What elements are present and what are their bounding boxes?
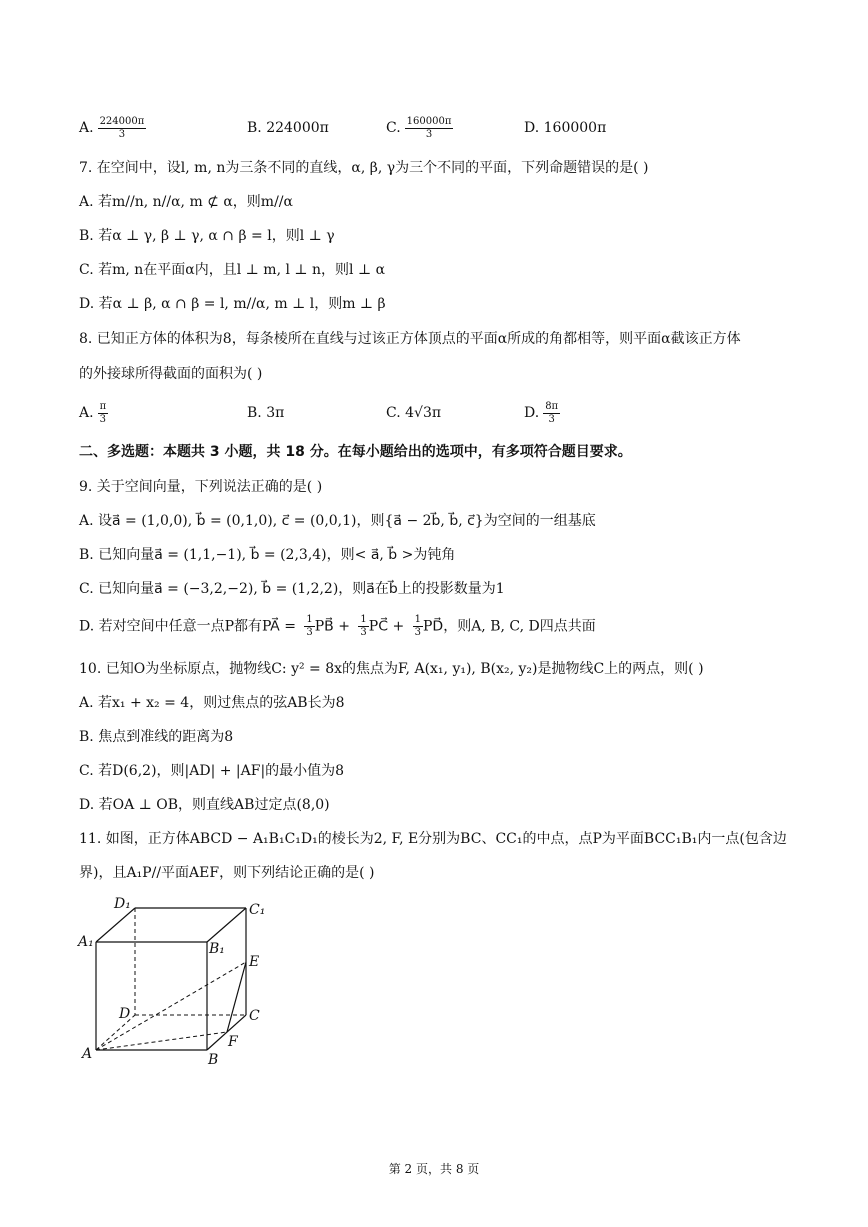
- q6-option-b: B. 224000π: [247, 120, 329, 136]
- label-c: C: [249, 1008, 260, 1024]
- q8-option-b: B. 3π: [247, 405, 285, 421]
- q9-option-b: B. 已知向量a⃗ = (1,1,−1), b⃗ = (2,3,4)，则< a⃗, b⃗ >为钝角: [79, 547, 456, 563]
- q9-d-fraction-3: $\frac{1}{3}$: [414, 614, 421, 638]
- cube-figure: [70, 890, 280, 1070]
- q7-option-d: D. 若α ⊥ β, α ∩ β = l, m//α, m ⊥ l，则m ⊥ β: [79, 296, 386, 312]
- q10-option-d: D. 若OA ⊥ OB，则直线AB过定点(8,0): [79, 797, 330, 813]
- q10-stem: 10. 已知O为坐标原点，抛物线C: y² = 8x的焦点为F, A(x₁, y₁), B(x₂, y₂)是抛物线C上的两点，则( ): [79, 661, 704, 677]
- q9-option-d: D. 若对空间中任意一点P都有PA⃗ = $\frac{1}{3}$ PB⃗ + $\frac{1}{3}$ PC⃗ + $\frac{1}{3}$ PD⃗，则A, B, C, D四点共面: [79, 614, 596, 638]
- label-d1: D₁: [114, 896, 131, 912]
- q10-option-b: B. 焦点到准线的距离为8: [79, 729, 234, 745]
- edge-bc: [207, 1015, 246, 1050]
- edge-b1c1: [207, 908, 246, 942]
- q6-c-fraction: $\frac{160000\pi}{3}$: [406, 115, 452, 140]
- label-a: A: [82, 1046, 93, 1062]
- label-b1: B₁: [209, 941, 225, 957]
- section-2-heading: 二、多选题：本题共 3 小题，共 18 分。在每小题给出的选项中，有多项符合题目要求。: [79, 444, 632, 460]
- segment-ef: [227, 962, 246, 1032]
- q8-option-d: D. $\frac{8\pi}{3}$: [524, 400, 559, 425]
- q7-option-a: A. 若m//n, n//α, m ⊄ α，则m//α: [79, 194, 293, 210]
- label-b: B: [208, 1052, 219, 1068]
- label-f: F: [228, 1034, 238, 1050]
- q6-option-a: A. $\frac{224000\pi}{3}$: [79, 115, 145, 140]
- label-d: D: [119, 1006, 131, 1022]
- q9-d-fraction-2: $\frac{1}{3}$: [360, 614, 367, 638]
- label-c1: C₁: [249, 902, 266, 918]
- q8-option-a: A. $\frac{\pi}{3}$: [79, 400, 107, 425]
- q10-option-a: A. 若x₁ + x₂ = 4，则过焦点的弦AB长为8: [79, 695, 345, 711]
- q9-option-c: C. 已知向量a⃗ = (−3,2,−2), b⃗ = (1,2,2)，则a⃗在b⃗上的投影数量为1: [79, 581, 505, 597]
- q6-a-fraction: $\frac{224000\pi}{3}$: [99, 115, 145, 140]
- q7-stem: 7. 在空间中，设l, m, n为三条不同的直线，α, β, γ为三个不同的平面，下列命题错误的是( ): [79, 160, 649, 176]
- q6-option-c: C. $\frac{160000\pi}{3}$: [386, 115, 452, 140]
- q8-stem-line1: 8. 已知正方体的体积为8，每条棱所在直线与过该正方体顶点的平面α所成的角都相等，则平面α截该正方体: [79, 331, 741, 347]
- q9-stem: 9. 关于空间向量，下列说法正确的是( ): [79, 479, 323, 495]
- q11-stem-line1: 11. 如图，正方体ABCD − A₁B₁C₁D₁的棱长为2, F, E分别为BC、CC₁的中点，点P为平面BCC₁B₁内一点(包含边: [79, 831, 787, 847]
- label-a1: A₁: [78, 934, 94, 950]
- label-e: E: [249, 954, 260, 970]
- q11-stem-line2: 界)，且A₁P//平面AEF，则下列结论正确的是( ): [79, 865, 375, 881]
- q10-option-c: C. 若D(6,2)，则|AD| + |AF|的最小值为8: [79, 763, 345, 779]
- edge-a1d1: [96, 908, 135, 942]
- q8-d-fraction: $\frac{8\pi}{3}$: [545, 400, 559, 425]
- page-footer: 第 2 页，共 8 页: [388, 1162, 480, 1176]
- q7-option-b: B. 若α ⊥ γ, β ⊥ γ, α ∩ β = l，则l ⊥ γ: [79, 228, 335, 244]
- q8-a-fraction: $\frac{\pi}{3}$: [99, 400, 107, 425]
- q8-option-c: C. 4√3π: [386, 405, 442, 421]
- q8-stem-line2: 的外接球所得截面的面积为( ): [79, 366, 263, 382]
- q7-option-c: C. 若m, n在平面α内，且l ⊥ m, l ⊥ n，则l ⊥ α: [79, 262, 386, 278]
- q6-option-d: D. 160000π: [524, 120, 607, 136]
- q9-d-fraction-1: $\frac{1}{3}$: [306, 614, 313, 638]
- q9-option-a: A. 设a⃗ = (1,0,0), b⃗ = (0,1,0), c⃗ = (0,0,1)，则{a⃗ − 2b⃗, b⃗, c⃗}为空间的一组基底: [79, 513, 596, 529]
